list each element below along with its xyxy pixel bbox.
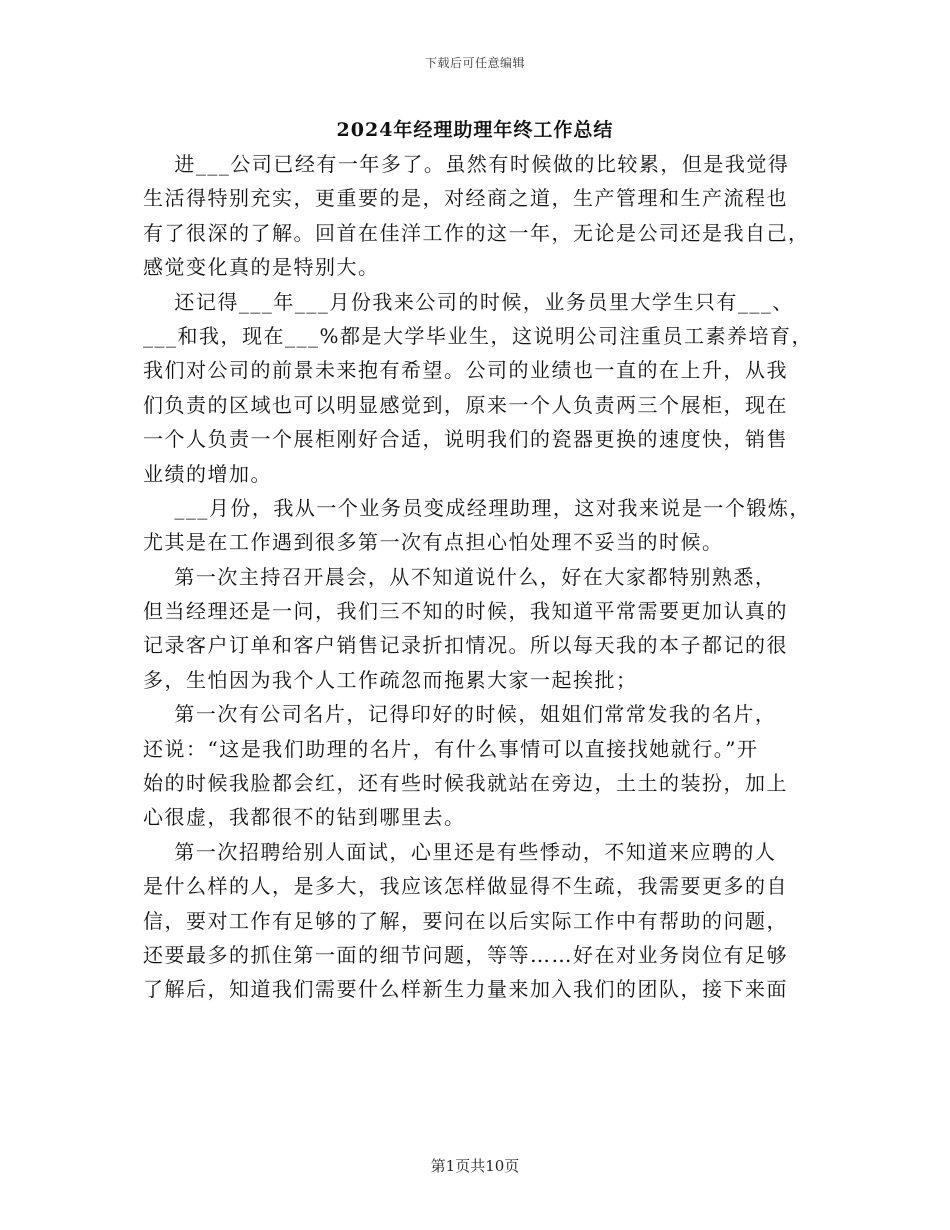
body-line: 还记得___年___月份我来公司的时候，业务员里大学生只有___、 [143,289,794,314]
body-line: 进___公司已经有一年多了。虽然有时候做的比较累，但是我觉得 [143,152,790,176]
body-line: 感觉变化真的是特别大。 [143,255,380,280]
body-line: 记录客户订单和客户销售记录折扣情况。所以每天我的本子都记的很 [143,633,788,658]
body-line: 始的时候我脸都会红，还有些时候我就站在旁边，土土的装扮，加上 [143,771,788,796]
body-line: ___月份，我从一个业务员变成经理助理，这对我来说是一个锻炼， [143,495,811,520]
body-line: 生活得特别充实，更重要的是，对经商之道，生产管理和生产流程也 [143,186,788,211]
body-line: 还要最多的抓住第一面的细节问题，等等……好在对业务岗位有足够 [143,942,788,967]
body-line: 第一次招聘给别人面试，心里还是有些悸动，不知道来应聘的人 [143,839,777,864]
header-note: 下载后可任意编辑 [424,56,525,70]
body-line: 是什么样的人，是多大，我应该怎样做显得不生疏，我需要更多的自 [143,874,788,899]
body-line: 我们对公司的前景未来抱有希望。公司的业绩也一直的在上升，从我 [143,358,788,383]
document-title: 2024年经理助理年终工作总结 [336,119,614,141]
body-line: 但当经理还是一问，我们三不知的时候，我知道平常需要更加认真的 [143,599,788,624]
page-footer: 第1页共10页 [430,1157,520,1175]
body-line: 还说：“这是我们助理的名片，有什么事情可以直接找她就行。”开 [143,736,759,761]
body-line: 第一次主持召开晨会，从不知道说什么，好在大家都特别熟悉， [143,564,777,589]
body-line: 信，要对工作有足够的了解，要问在以后实际工作中有帮助的问题， [143,908,788,933]
body-line: 一个人负责一个展柜刚好合适，说明我们的瓷器更换的速度快，销售 [143,427,788,452]
body-line: 尤其是在工作遇到很多第一次有点担心怕处理不妥当的时候。 [143,530,724,555]
body-line: 有了很深的了解。回首在佳洋工作的这一年，无论是公司还是我自己， [143,220,810,245]
body-line: 们负责的区域也可以明显感觉到，原来一个人负责两三个展柜，现在 [143,392,788,417]
body-line: 心很虚，我都很不的钻到哪里去。 [143,805,466,830]
body-line: 业绩的增加。 [143,461,272,486]
body-line: ___和我，现在___%都是大学毕业生，这说明公司注重员工素养培育， [143,323,814,348]
body-line: 第一次有公司名片，记得印好的时候，姐姐们常常发我的名片， [143,702,777,727]
body-line: 了解后，知道我们需要什么样新生力量来加入我们的团队，接下来面 [143,977,788,1002]
body-line: 多，生怕因为我个人工作疏忽而拖累大家一起挨批； [143,667,638,692]
document-body [143,147,823,1007]
